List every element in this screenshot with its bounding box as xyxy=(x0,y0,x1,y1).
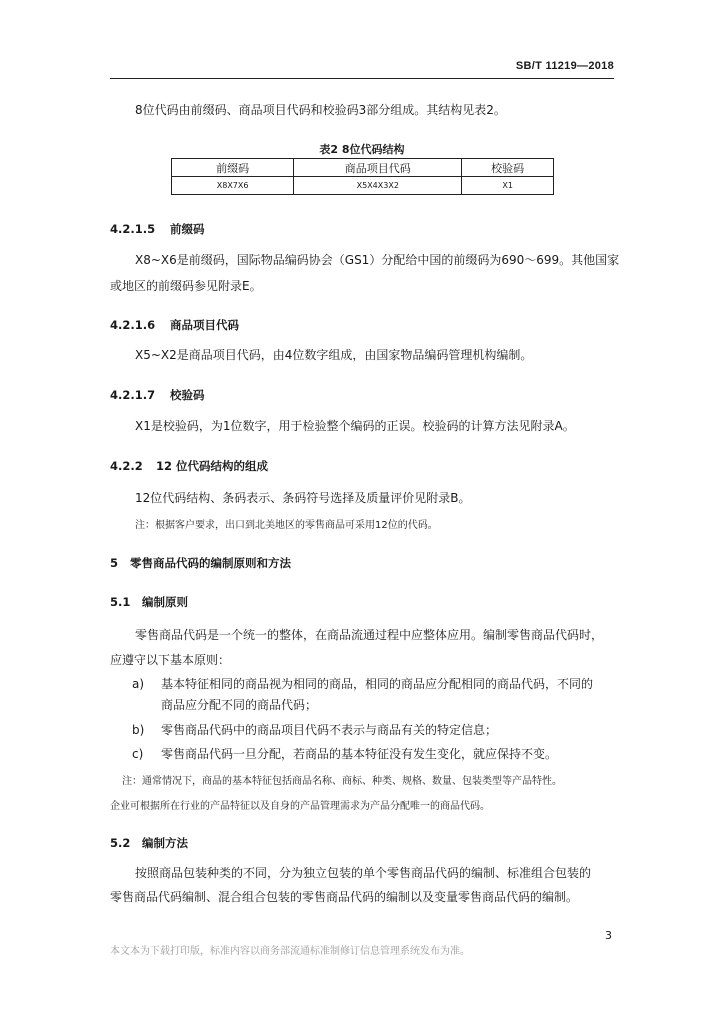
standard-number: SB/T 11219—2018 xyxy=(515,60,614,72)
section-title: 零售商品代码的编制原则和方法 xyxy=(130,556,291,570)
section-heading xyxy=(110,835,188,851)
body-line: 零售商品代码编制、混合组合包装的零售商品代码的编制以及变量零售商品代码的编制。 xyxy=(110,890,579,904)
table-header-cell: 校验码 xyxy=(462,159,554,177)
body-line: X8~X6是前缀码，国际物品编码协会（GS1）分配给中国的前缀码为690～699。其他国家 xyxy=(135,253,620,267)
table-header-cell: 前缀码 xyxy=(172,159,294,177)
section-heading xyxy=(110,221,205,237)
section-title: 编制原则 xyxy=(142,595,188,609)
body-line: 零售商品代码是一个统一的整体，在商品流通过程中应整体应用。编制零售商品代码时， xyxy=(135,628,604,642)
section-number: 4.2.1.6 xyxy=(110,318,156,332)
table-header-cell: 商品项目代码 xyxy=(294,159,462,177)
body-line: X5~X2是商品项目代码，由4位数字组成，由国家物品编码管理机构编制。 xyxy=(135,348,533,362)
list-item-line: 零售商品代码中的商品项目代码不表示与商品有关的特定信息； xyxy=(161,723,498,737)
section-number: 4.2.1.5 xyxy=(110,222,156,236)
table-row xyxy=(172,177,554,195)
section-number: 5.2 xyxy=(110,836,131,850)
intro-paragraph: 8位代码由前缀码、商品项目代码和校验码3部分组成。其结构见表2。 xyxy=(135,103,506,117)
body-line: 或地区的前缀码参见附录E。 xyxy=(110,279,262,293)
note: 注：通常情况下，商品的基本特征包括商品名称、商标、种类、规格、数量、包装类型等产品特性。 xyxy=(122,776,562,787)
list-item-line: 基本特征相同的商品视为相同的商品，相同的商品应分配相同的商品代码，不同的 xyxy=(161,677,594,691)
list-item-label: b) xyxy=(132,723,145,737)
section-title: 12 位代码结构的组成 xyxy=(156,459,269,473)
section-number: 4.2.1.7 xyxy=(110,388,156,402)
header-rule xyxy=(110,78,614,79)
list-item-line: 商品应分配不同的商品代码； xyxy=(161,698,318,712)
section-heading xyxy=(110,387,205,403)
table-header-row xyxy=(172,159,554,177)
table-cell: X8X7X6 xyxy=(172,177,294,195)
section-title: 校验码 xyxy=(170,388,205,402)
section-title: 前缀码 xyxy=(170,222,205,236)
table-cell: X1 xyxy=(462,177,554,195)
table-title: 表2 8位代码结构 xyxy=(319,143,405,156)
download-disclaimer: 本文本为下载打印版，标准内容以商务部流通标准制修订信息管理系统发布为准。 xyxy=(110,946,470,957)
note: 注：根据客户要求，出口到北美地区的零售商品可采用12位的代码。 xyxy=(135,520,438,531)
note: 企业可根据所在行业的产品特征以及自身的产品管理需求为产品分配唯一的商品代码。 xyxy=(110,801,490,812)
body-line: X1是校验码，为1位数字，用于检验整个编码的正误。校验码的计算方法见附录A。 xyxy=(135,419,575,433)
section-heading xyxy=(110,555,291,571)
section-title: 商品项目代码 xyxy=(170,318,239,332)
list-item-label: c) xyxy=(132,747,144,761)
list-item-label: a) xyxy=(132,677,145,691)
section-heading xyxy=(110,594,188,610)
table-cell: X5X4X3X2 xyxy=(294,177,462,195)
section-number: 5 xyxy=(110,556,119,570)
page-number: 3 xyxy=(605,929,612,942)
code-structure-table xyxy=(171,158,554,195)
body-line: 按照商品包装种类的不同，分为独立包装的单个零售商品代码的编制、标准组合包装的 xyxy=(135,866,592,880)
body-line: 应遵守以下基本原则： xyxy=(110,653,231,667)
section-number: 5.1 xyxy=(110,595,131,609)
section-title: 编制方法 xyxy=(142,836,188,850)
section-number: 4.2.2 xyxy=(110,459,143,473)
section-heading xyxy=(110,458,268,474)
list-item-line: 零售商品代码一旦分配，若商品的基本特征没有发生变化，就应保持不变。 xyxy=(161,747,558,761)
section-heading xyxy=(110,317,239,333)
body-line: 12位代码结构、条码表示、条码符号选择及质量评价见附录B。 xyxy=(135,491,471,505)
